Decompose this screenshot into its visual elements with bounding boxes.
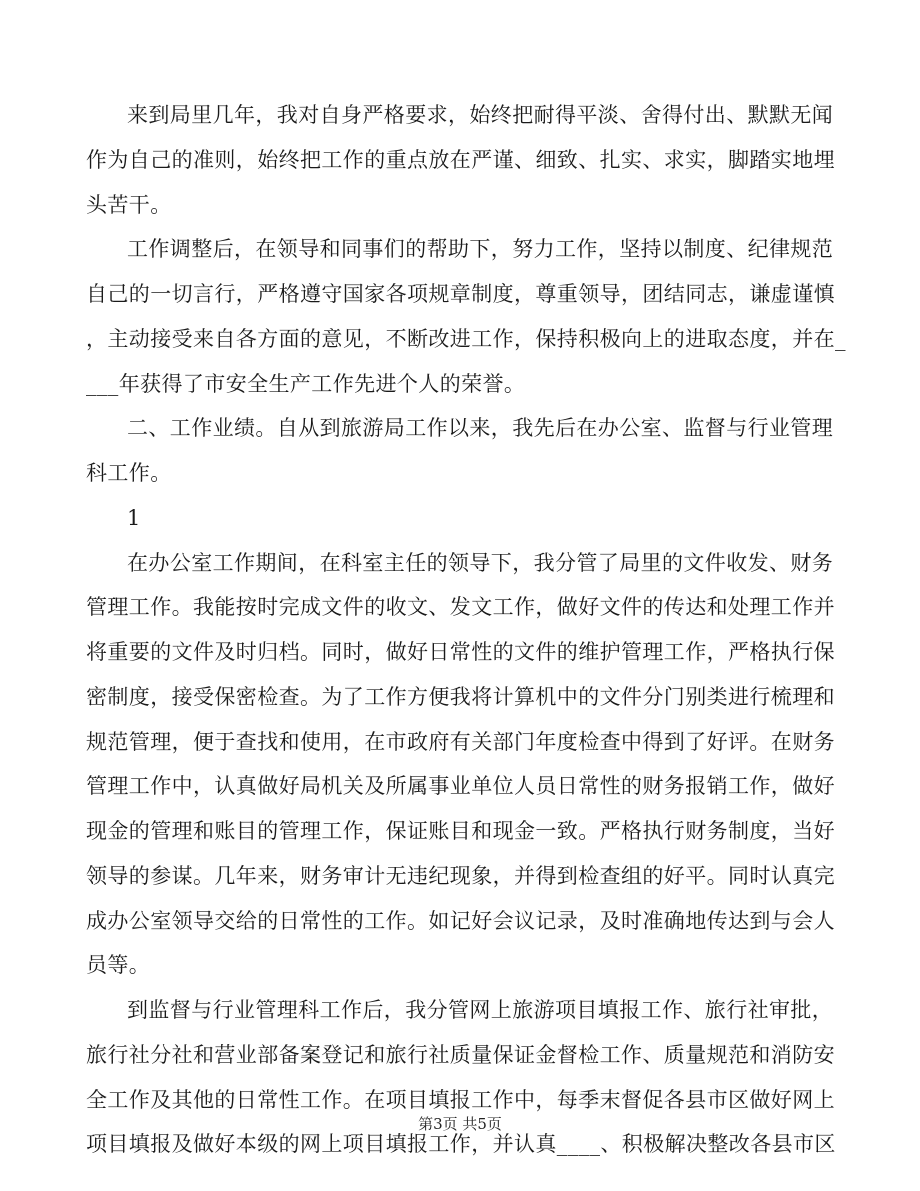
text-line: 管理工作中，认真做好局机关及所属事业单位人员日常性的财务报销工作，做好 [86, 774, 835, 798]
text-line: 员等。 [86, 953, 151, 977]
text-line: 成办公室领导交给的日常性的工作。如记好会议记录，及时准确地传达到与会人 [86, 909, 835, 933]
text-line: 现金的管理和账目的管理工作，保证账目和现金一致。严格执行财务制度，当好 [86, 819, 835, 843]
text-line: 规范管理，便于查找和使用，在市政府有关部门年度检查中得到了好评。在财务 [86, 730, 835, 754]
text-line: 到监督与行业管理科工作后，我分管网上旅游项目填报工作、旅行社审批， [127, 998, 834, 1022]
text-line: 全工作及其他的日常性工作。在项目填报工作中，每季末督促各县市区做好网上 [86, 1088, 835, 1112]
text-line: 头苦干。 [86, 193, 172, 217]
text-line: 工作调整后，在领导和同事们的帮助下，努力工作，坚持以制度、纪律规范 [127, 237, 834, 261]
text-line: 科工作。 [86, 461, 172, 485]
item-number: 1 [127, 506, 141, 530]
text-line: 旅行社分社和营业部备案登记和旅行社质量保证金督检工作、质量规范和消防安 [86, 1043, 835, 1067]
text-line: 密制度，接受保密检查。为了工作方便我将计算机中的文件分门别类进行梳理和 [86, 685, 835, 709]
text-line: 项目填报及做好本级的网上项目填报工作，并认真____、积极解决整改各县市区 [86, 1132, 836, 1156]
page-number-footer: 第3页 共5页 [418, 1115, 502, 1133]
text-line: 管理工作。我能按时完成文件的收文、发文工作，做好文件的传达和处理工作并 [86, 595, 835, 619]
text-line: 将重要的文件及时归档。同时，做好日常性的文件的维护管理工作，严格执行保 [86, 640, 835, 664]
text-line: 领导的参谋。几年来，财务审计无违纪现象，并得到检查组的好平。同时认真完 [86, 864, 835, 888]
text-line: ，主动接受来自各方面的意见，不断改进工作，保持积极向上的进取态度，并在_ [86, 327, 846, 351]
text-line: 在办公室工作期间，在科室主任的领导下，我分管了局里的文件收发、财务 [127, 551, 834, 575]
text-line: ___年获得了市安全生产工作先进个人的荣誉。 [86, 372, 526, 396]
text-line: 来到局里几年，我对自身严格要求，始终把耐得平淡、舍得付出、默默无闻 [127, 103, 834, 127]
text-line: 作为自己的准则，始终把工作的重点放在严谨、细致、扎实、求实，脚踏实地埋 [86, 148, 835, 172]
text-line: 自己的一切言行，严格遵守国家各项规章制度，尊重领导，团结同志，谦虚谨慎 [86, 282, 835, 306]
section-heading-line: 二、工作业绩。自从到旅游局工作以来，我先后在办公室、监督与行业管理 [127, 416, 834, 440]
